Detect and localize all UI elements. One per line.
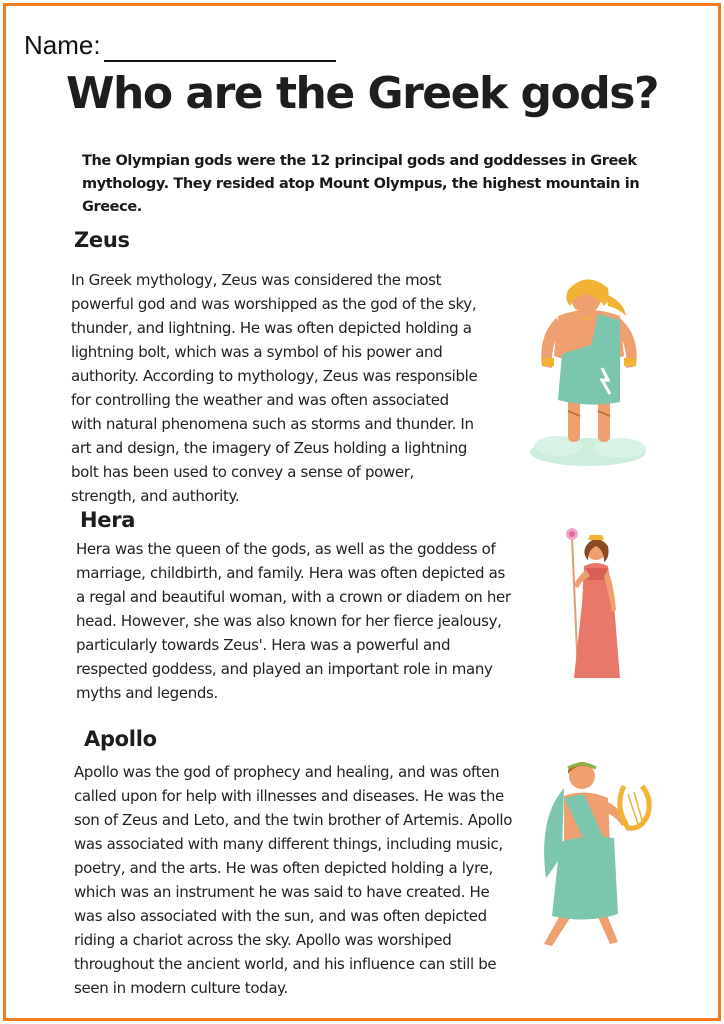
name-label: Name: [24,30,101,60]
zeus-paragraph: In Greek mythology, Zeus was considered the most powerful god and was worshipped as the god of the sky, thunder, and lightning. He was often depicted holding a lightning bolt, which was a symbol of his power and authority. According to mythology, Zeus was responsible for controlling the weather and was often associated with natural phenomena such as storms and thunder. In art and design, the imagery of Zeus holding a lightning bolt has been used to convey a sense of power, strength, and authority. [71,271,478,505]
name-write-line[interactable] [104,60,336,62]
page-title: Who are the Greek gods? [66,68,658,119]
zeus-illustration [528,276,652,468]
intro-paragraph: The Olympian gods were the 12 principal gods and goddesses in Greek mythology. They resided atop Mount Olympus, the highest mountain in Greece. [82,153,640,215]
apollo-illustration [524,758,660,954]
apollo-paragraph: Apollo was the god of prophecy and healing, and was often called upon for help with illnesses and diseases. He was the son of Zeus and Leto, and the twin brother of Artemis. Apollo was associated with many different things, including music, poetry, and the arts. He was often depicted holding a lyre, which was an instrument he was said to have created. He was also associated with the sun, and was often depicted riding a chariot across the sky. Apollo was worshiped throughout the ancient world, and his influence can still be seen in modern culture today. [74,763,513,997]
hera-paragraph: Hera was the queen of the gods, as well as the goddess of marriage, childbirth, and family. Hera was often depicted as a regal and beautiful woman, with a crown or diadem on her head. However, she was also known for her fierce jealousy, particularly towards Zeus'. Hera was a powerful and respected goddess, and played an important role in many myths and legends. [76,540,511,702]
hera-illustration [558,524,630,684]
hera-heading: Hera [80,508,136,532]
apollo-heading: Apollo [84,727,157,751]
zeus-heading: Zeus [74,228,130,252]
